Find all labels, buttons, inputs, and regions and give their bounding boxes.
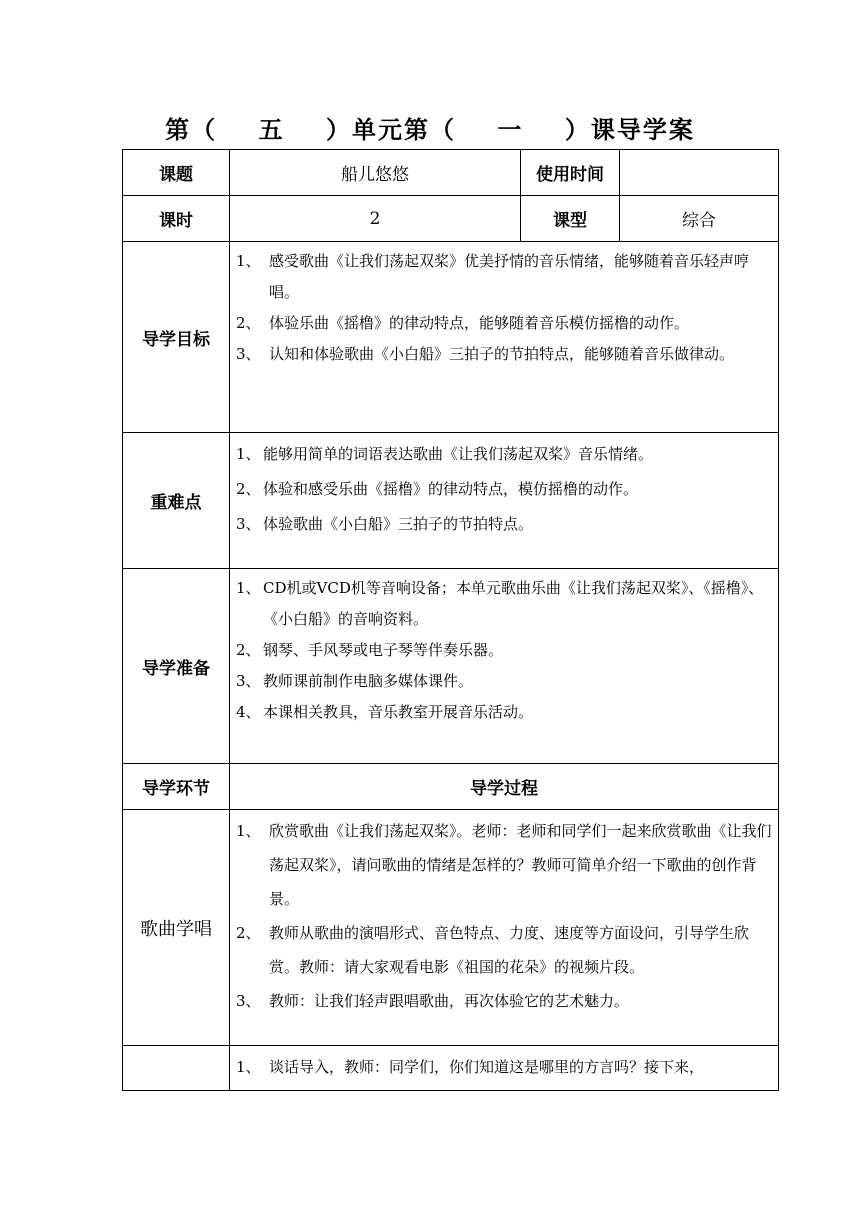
document-title: 第（ 五 ）单元第（ 一 ）课导学案 <box>165 116 695 144</box>
topic-value: 船儿悠悠 <box>230 150 521 196</box>
goal-item: 3、 认知和体验歌曲《小白船》三拍子的节拍特点，能够随着音乐做律动。 <box>236 345 735 363</box>
goal-item: 2、 体验乐曲《摇橹》的律动特点，能够随着音乐模仿摇橹的动作。 <box>236 314 690 332</box>
row-process-header <box>123 764 779 810</box>
type-value: 综合 <box>620 196 779 242</box>
preparation-item: 1、 CD机或VCD机等音响设备；本单元歌曲乐曲《让我们荡起双桨》、《摇橹》、《小白船》的音响资料。 <box>236 579 764 628</box>
type-label: 课型 <box>521 196 620 242</box>
hours-value: 2 <box>230 196 521 242</box>
key-point-item: 1、 能够用简单的词语表达歌曲《让我们荡起双桨》音乐情绪。 <box>236 445 654 463</box>
process-header: 导学过程 <box>230 764 779 810</box>
goals-label: 导学目标 <box>123 242 230 433</box>
time-value <box>620 150 779 196</box>
next-section-label <box>123 1046 230 1091</box>
time-label: 使用时间 <box>521 150 620 196</box>
topic-label: 课题 <box>123 150 230 196</box>
goals-content <box>230 242 779 433</box>
row-hours <box>123 196 779 242</box>
next-section-content <box>230 1046 779 1091</box>
row-topic <box>123 150 779 196</box>
preparation-label: 导学准备 <box>123 569 230 764</box>
row-next-section <box>123 1046 779 1091</box>
key-points-label: 重难点 <box>123 433 230 569</box>
singing-content <box>230 810 779 1046</box>
next-section-item: 1、 谈话导入，教师：同学们，你们知道这是哪里的方言吗？接下来， <box>236 1058 705 1076</box>
key-point-item: 2、 体验和感受乐曲《摇橹》的律动特点，模仿摇橹的动作。 <box>236 480 639 498</box>
stage-header: 导学环节 <box>123 764 230 810</box>
preparation-item: 3、 教师课前制作电脑多媒体课件。 <box>236 672 474 690</box>
preparation-content <box>230 569 779 764</box>
key-points-content <box>230 433 779 569</box>
row-key-points <box>123 433 779 569</box>
row-singing <box>123 810 779 1046</box>
goal-item: 1、 感受歌曲《让我们荡起双桨》优美抒情的音乐情绪，能够随着音乐轻声哼唱。 <box>236 252 750 301</box>
singing-item: 1、 欣赏歌曲《让我们荡起双桨》。老师：老师和同学们一起来欣赏歌曲《让我们荡起双桨》，请问歌曲的情绪是怎样的？教师可简单介绍一下歌曲的创作背景。 <box>236 822 772 908</box>
row-preparation <box>123 569 779 764</box>
lesson-plan-table <box>122 149 779 1091</box>
singing-item: 3、 教师：让我们轻声跟唱歌曲，再次体验它的艺术魅力。 <box>236 992 630 1010</box>
row-goals <box>123 242 779 433</box>
preparation-item: 4、 本课相关教具，音乐教室开展音乐活动。 <box>236 703 534 721</box>
hours-label: 课时 <box>123 196 230 242</box>
singing-label: 歌曲学唱 <box>123 810 230 1046</box>
singing-item: 2、 教师从歌曲的演唱形式、音色特点、力度、速度等方面设问，引导学生欣赏。教师：请大家观看电影《祖国的花朵》的视频片段。 <box>236 924 750 976</box>
key-point-item: 3、 体验歌曲《小白船》三拍子的节拍特点。 <box>236 515 534 533</box>
preparation-item: 2、 钢琴、手风琴或电子琴等伴奏乐器。 <box>236 641 504 659</box>
